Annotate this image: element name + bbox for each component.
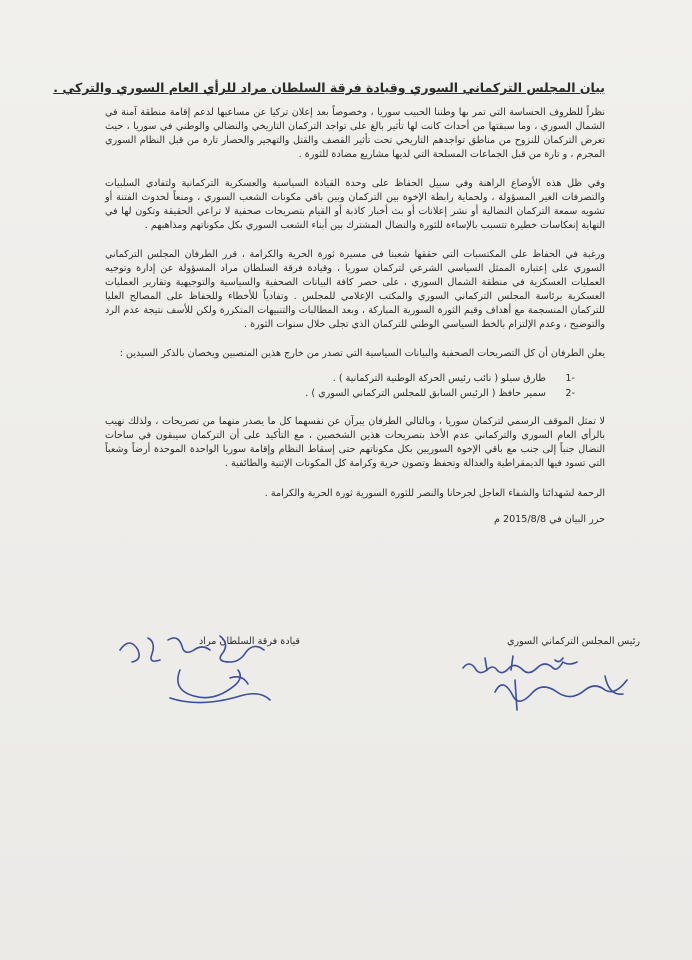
paragraph-after-list: لا تمثل الموقف الرسمي لتركمان سوريا ، وبالتالي الطرفان يبرآن عن نفسهما كل ما يصدر منهما من تصريحات ، ولذلك نهيب بالرأي العام السوري والتركماني عدم الأخذ بتصريحات هذين الشخصين ، مع التأكيد على أن التركمان سيبقون في ساحات النضال جنباً إلى جنب مع باقي الإخوة السوريين بكل مكوناتهم حتى إسقاط النظام وإقامة سوريا الواحدة الموحدة أرضاً وشعباً التي تسود فيها الديمقراطية والعدالة وتحفظ وتصون حرية وكرامة كل المكونات الإثنية والطائفية . [105, 416, 605, 469]
date-line: حرر البيان في 2015/8/8 م [493, 514, 605, 525]
list-item-text: سمير حافظ ( الرئيس السابق للمجلس التركماني السوري ) . [305, 388, 546, 399]
paragraph-4: يعلن الطرفان أن كل التصريحات الصحفية والبيانات السياسية التي تصدر من خارج هذين المنصبين ويخصان بالذكر السيدين : [119, 348, 605, 359]
signature-left-handwriting [110, 628, 310, 723]
signature-right-title: رئيس المجلس التركماني السوري [506, 636, 640, 647]
list-item-number: -1 [565, 373, 575, 384]
paragraph-3: ورغبة في الحفاظ على المكتسبات التي حققها شعبنا في مسيرة ثورة الحرية والكرامة ، قرر الطرفان المجلس التركماني السوري على إعتباره الممثل السياسي الشرعي لتركمان سوريا ، وقيادة فرقة السلطان مراد المسؤولة عن إدارة وتوجيه العمليات العسكرية في منطقة الشمال السوري ، على حصر كافة البيانات الصحفية والسياسية والتوجيهية وتقارير العمليات العسكرية برئاسة المجلس التركماني السوري والمكتب الإعلامي للمجلس . وتفادياً للأخطاء وللحفاظ على المصالح العليا للتركمان المنسجمة مع أهداف وقيم الثورة السورية المباركة ، وبعد المطالبات والتنبيهات المتكررة ولكن للأسف نتيجة عدم الرد والتوضيح ، وعدم الإلتزام بالخط السياسي الوطني للتركمان الذي تجلى خلال سنوات الثورة . [105, 249, 605, 330]
signature-right-handwriting [455, 650, 655, 720]
closing-line: الرحمة لشهدائنا والشفاء العاجل لجرحانا والنصر للثورة السورية ثورة الحرية والكرامة . [264, 488, 605, 499]
list-item-text: طارق سيلو ( نائب رئيس الحركة الوطنية التركمانية ) . [332, 373, 546, 384]
document-title: بيان المجلس التركماني السوري وقيادة فرقة السلطان مراد للرأي العام السوري والتركي . [53, 80, 605, 95]
signature-left-title: قيادة فرقة السلطان مراد [199, 636, 300, 647]
document-body [53, 80, 605, 535]
paragraph-2: وفي ظل هذه الأوضاع الراهنة وفي سبيل الحفاظ على وحدة القيادة السياسية والعسكرية التركمانية ولتفادي السلبيات والتصرفات الغير المسؤولة ، ولحماية رابطة الإخوة بين التركمان وبين باقي مكونات الشعب السوري ، ومنعاً لحدوث الفتنة أو تشويه سمعة التركمان النضالية أو نشر إعلانات أو بث أخبار كاذبة أو القيام بتصريحات صحفية لا تراعي الحقيقة وتكون لها في النهاية إنعكاسات خطيرة تتسبب بالإساءة للثورة والنضال المشترك بين أبناء الشعب السوري بكل مكوناتهم ومذاهبهم . [105, 178, 605, 231]
list-item-number: -2 [565, 388, 575, 399]
list-item [105, 386, 575, 401]
named-persons-list [105, 371, 605, 401]
paragraph-1: نظراً للظروف الحساسة التي تمر بها وطننا الحبيب سوريا ، وخصوصاً بعد إعلان تركيا عن مساعيها لدعم إقامة منطقة آمنة في الشمال السوري ، وما سبقتها من أحداث كانت لها تأثير بالغ على تواجد التركمان التاريخي والنضالي والوطني في سوريا ، حيث تعرض التركمان للنزوح من مناطق تواجدهم التاريخي تحت تأثير القصف والقتل والتهجير والحصار تارة من قبل النظام السوري المجرم ، و تارة من قبل الجماعات المسلحة التي لديها مشاريع مضادة للثورة . [105, 107, 605, 160]
list-item [105, 371, 575, 386]
